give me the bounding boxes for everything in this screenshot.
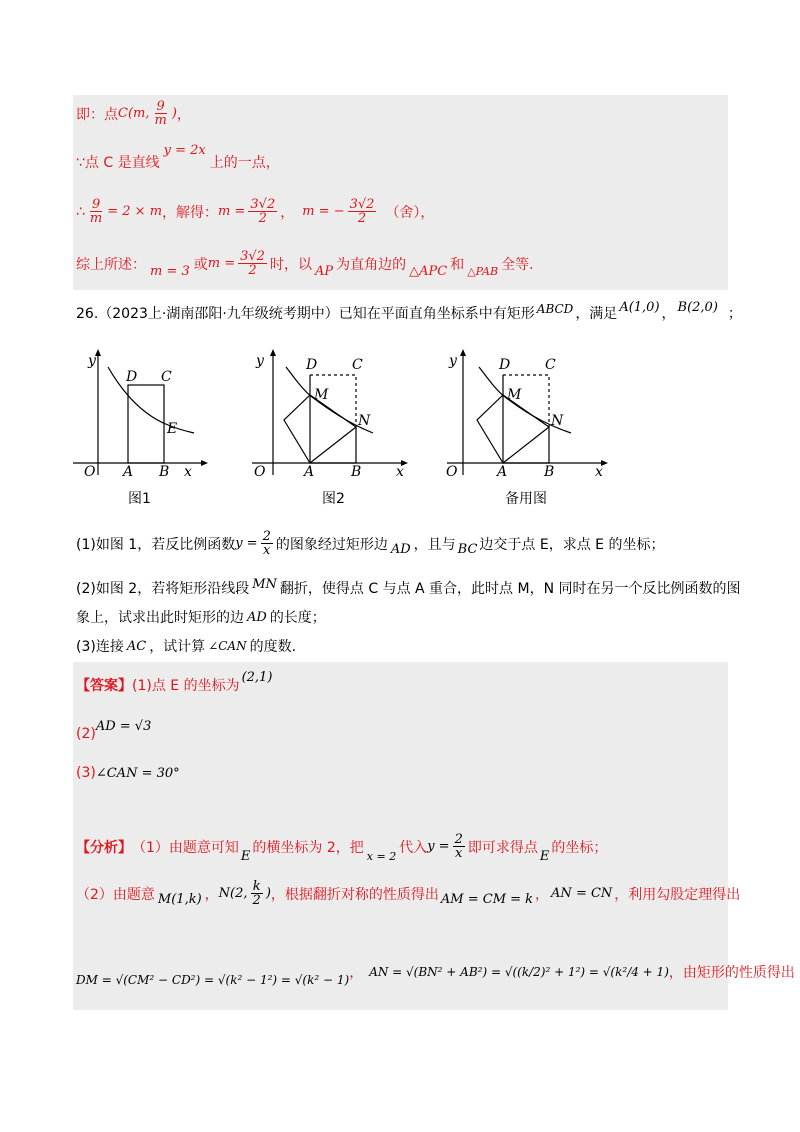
math: x = 2 [366,850,397,863]
label-x: x [184,464,192,480]
part-2-line-2 [76,607,326,627]
math: ) [265,886,271,901]
label-n: N [551,413,564,429]
answer-line-2 [76,718,152,742]
text: (3)连接 [76,639,124,655]
part-2-line-1 [76,578,741,598]
label-x: x [396,464,404,480]
label-b: B [544,464,555,480]
figure-2 [248,345,408,480]
math: MN [252,576,277,592]
math: M(1,k) [157,892,202,907]
math: BC [457,542,478,557]
text: (3) [76,765,96,781]
math: ABCD [536,302,574,316]
numerator: 3√2 [349,197,375,212]
math: y = [427,839,450,854]
hyperbola-curve [108,367,194,433]
math: (2,1) [241,669,273,685]
y-arrow [460,349,466,356]
text: ，满足 [575,306,618,322]
numerator: 9 [156,99,165,114]
numerator: 9 [91,197,101,212]
text: （舍）， [385,204,435,221]
label-y: y [256,353,264,369]
math: △PAB [467,265,499,278]
fraction [251,880,263,907]
text: (1)如图 1，若反比例函数 [76,536,236,553]
math: △APC [409,264,448,279]
text: 和 [450,256,465,273]
text: ，试计算 [149,639,206,655]
math: N(2, [218,886,248,901]
math: AN = CN [551,886,613,901]
label-o: O [446,464,458,480]
label-o: O [84,464,96,480]
label-c: C [545,357,556,373]
fraction [152,100,168,127]
label-n: N [358,413,371,429]
solution-line-4 [76,250,534,277]
numerator: k [252,879,261,894]
text: 即：点 [76,106,118,123]
analysis-line-3 [76,962,795,987]
text: (2)如图 2，若将矩形沿线段 [76,581,250,597]
label-c: C [352,357,363,373]
analysis-line-1 [76,832,608,864]
fraction [88,198,104,225]
label-d: D [499,357,511,373]
label-y: y [88,353,96,369]
text: ，利用勾股定理得出 [614,886,741,903]
denominator: 2 [258,211,267,226]
math: AD [390,542,411,557]
text: 边交于点 E，求点 E 的坐标； [479,536,665,553]
answer-line-1 [76,669,273,695]
text: 时，以 [269,256,312,273]
fraction [261,530,273,557]
denominator: m [89,211,103,226]
math: AP [314,264,334,279]
text: (2) [76,726,96,742]
text: 翻折，使得点 C 与点 A 重合，此时点 M，N 同时在另一个反比例函数的图 [279,581,741,597]
math: E [539,849,550,864]
solution-line-1 [76,100,191,127]
fraction [248,198,277,225]
text: 象上，试求出此时矩形的边 [76,610,244,626]
solution-line-2 [76,142,280,172]
math: y = [235,536,258,551]
denominator: m [154,113,167,128]
text: 的长度； [269,610,326,626]
math: m = [218,204,246,219]
numerator: 2 [454,832,463,847]
label-a: A [497,464,508,480]
text: ， [661,306,676,322]
folded-quadrilateral [284,395,356,463]
math: AN = √(BN² + AB²) = √((k/2)² + 1²) = √(k²/4 + 1) [369,965,669,979]
math: y = 2x [163,142,206,158]
math: m = [207,256,236,271]
label-y: y [449,353,457,369]
label-a: A [123,464,134,480]
text: ， [176,106,191,123]
math: m = − [302,204,345,219]
text: ， [349,965,364,981]
x-arrow [201,460,208,466]
text: (1)点 E 的坐标为 [132,678,240,694]
text: ； [727,306,742,322]
text: （1）由题意可知 [132,839,239,856]
y-arrow [270,349,276,356]
math: AM = CM = k [440,892,534,907]
figure-1 [68,345,208,480]
text: ， [535,886,550,903]
math: AD = √3 [95,718,152,734]
math: = 2 × m [107,204,163,219]
question-header [76,299,742,323]
label-b: B [159,464,170,480]
text: ， [204,886,219,903]
part-1 [76,530,664,557]
text: 的横坐标为 2，把 [252,839,364,856]
answer-line-3 [76,765,180,781]
text: 26.（2023上·湖南邵阳·九年级统考期中）已知在平面直角坐标系中有矩形 [76,306,535,322]
caption-figure-1: 图1 [128,491,151,507]
text: 为直角边的 [336,256,407,273]
label-d: D [306,357,318,373]
numerator: 3√2 [250,197,276,212]
rectangle-abcd [128,385,164,463]
analysis-label: 【分析】 [76,839,132,856]
analysis-line-2 [76,880,740,907]
label-m: M [507,387,522,403]
caption-figure-spare: 备用图 [505,491,547,507]
text: ，解得： [162,204,219,221]
label-o: O [254,464,266,480]
fraction [238,250,267,277]
text: 代入 [399,839,428,856]
label-e: E [167,421,178,437]
math: B(2,0) [677,299,718,315]
math: ∠CAN [208,639,247,653]
text: ∵点 C 是直线 [76,155,160,171]
text: 综上所述： [76,256,146,273]
text: 上的一点， [209,155,280,171]
text: ，根据翻折对称的性质得出 [270,886,439,903]
label-c: C [161,369,172,385]
figure-spare [443,345,608,480]
label-m: M [314,387,329,403]
label-b: B [351,464,362,480]
math: C(m, [118,106,150,121]
solution-line-3 [76,198,434,225]
answer-label: 【答案】 [76,678,132,694]
denominator: 2 [248,263,257,278]
numerator: 3√2 [240,249,265,264]
denominator: x [455,846,463,861]
text: 或 [193,256,208,273]
text: ，由矩形的性质得出 [668,965,795,981]
caption-figure-2: 图2 [322,491,345,507]
text: 的图象经过矩形边 [275,536,388,553]
folded-quadrilateral [477,395,549,463]
math: E [240,849,251,864]
math: ) [171,106,177,121]
math: AC [126,638,147,654]
fraction [453,833,465,860]
math: DM = √(CM² − CD²) = √(k² − 1²) = √(k² − 1) [76,973,350,987]
denominator: 2 [252,893,261,908]
fraction [348,198,377,225]
text: 即可求得点 [467,839,538,856]
numerator: 2 [262,529,271,544]
label-x: x [595,464,603,480]
text: ，且与 [413,536,456,553]
denominator: 2 [357,211,367,226]
math: m = 3 [150,264,190,279]
label-a: A [304,464,315,480]
text: 的坐标； [551,839,608,856]
part-3 [76,636,296,656]
text: （2）由题意 [76,886,155,903]
math: AD [247,609,267,625]
text: 全等. [501,256,534,273]
denominator: x [263,543,271,558]
label-d: D [126,369,138,385]
text: ， [280,204,295,221]
math: A(1,0) [619,299,660,315]
text: ∴ [76,203,85,220]
math: ∠CAN = 30° [95,765,180,781]
text: 的度数. [249,639,297,655]
